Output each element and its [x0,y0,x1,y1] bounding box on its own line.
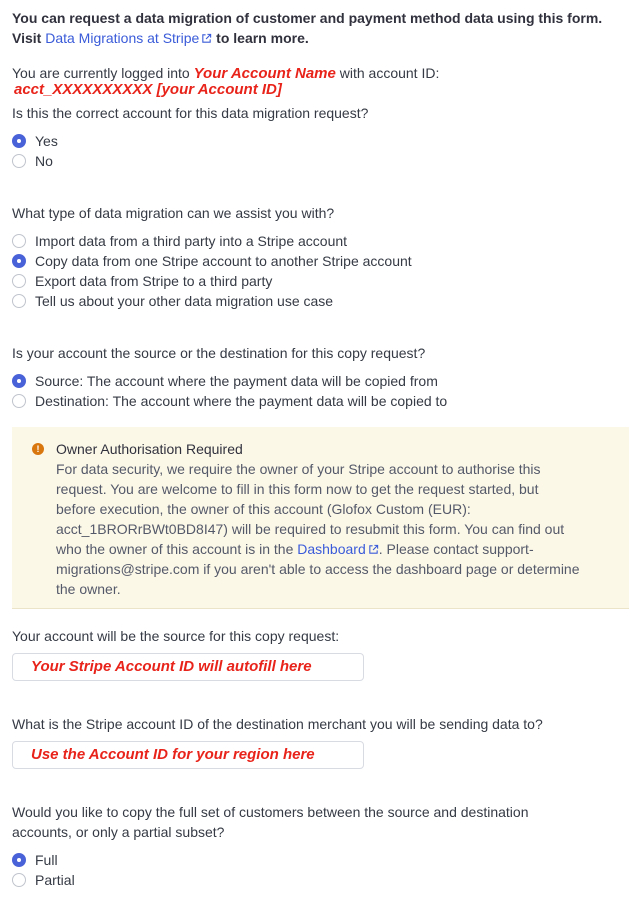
account-id-annotation: acct_XXXXXXXXXX [your Account ID] [14,81,282,98]
dashboard-link[interactable]: Dashboard [297,541,366,557]
radio-export[interactable]: Export data from Stripe to a third party [12,271,272,291]
destination-account-annotation: Use the Account ID for your region here [31,746,315,763]
radio-unselected-icon[interactable] [12,154,26,168]
radio-unselected-icon[interactable] [12,294,26,308]
callout-body: For data security, we require the owner of your Stripe account to authorise this request. You are welcome to fill in this form now to get the request started, but before execution, the owner of this account (Glofox Custom (EUR): acct_1BRORrBWt0BD8I47) will be required to resubmit this form. You can find out who the owner of this account is in the Dashboard . Please contact support- migrations@stripe.com if you aren't able to access the dashboard page or determine the owner. [56,461,580,597]
radio-unselected-icon[interactable] [12,873,26,887]
external-link-icon [368,544,379,555]
radio-full[interactable]: Full [12,850,58,870]
radio-selected-icon[interactable] [12,853,26,867]
radio-destination[interactable]: Destination: The account where the payment data will be copied to [12,391,447,411]
radio-unselected-icon[interactable] [12,394,26,408]
destination-account-input[interactable] [12,741,364,769]
role-question: Is your account the source or the destination for this copy request? [12,345,426,361]
subset-question-line-1: Would you like to copy the full set of customers between the source and destination [12,804,529,820]
radio-selected-icon[interactable] [12,374,26,388]
source-label: Your account will be the source for this copy request: [12,628,340,644]
radio-import[interactable]: Import data from a third party into a Stripe account [12,231,347,251]
callout-title: Owner Authorisation Required [56,441,243,457]
logged-in-text: You are currently logged into Your Account Name with account ID: [12,65,440,82]
radio-selected-icon[interactable] [12,254,26,268]
radio-unselected-icon[interactable] [12,274,26,288]
radio-source[interactable]: Source: The account where the payment data will be copied from [12,371,438,391]
radio-unselected-icon[interactable] [12,234,26,248]
intro-line-1: You can request a data migration of customer and payment method data using this form. [12,10,603,26]
source-account-input[interactable] [12,653,364,681]
radio-copy[interactable]: Copy data from one Stripe account to another Stripe account [12,251,412,271]
radio-selected-icon[interactable] [12,134,26,148]
data-migrations-link[interactable]: Data Migrations at Stripe [45,30,200,46]
external-link-icon [201,33,212,44]
account-name-annotation: Your Account Name [193,65,336,82]
radio-other[interactable]: Tell us about your other data migration use case [12,291,333,311]
owner-authorisation-callout [12,427,629,609]
intro-tail: to learn more. [216,30,309,46]
intro-visit: Visit [12,30,42,46]
migration-type-question: What type of data migration can we assist you with? [12,205,335,221]
radio-no[interactable]: No [12,151,53,171]
warning-icon: ! [32,443,44,455]
destination-label: What is the Stripe account ID of the destination merchant you will be sending data to? [12,716,543,732]
intro-text [12,8,602,48]
source-account-annotation: Your Stripe Account ID will autofill here [31,658,312,675]
correct-account-question: Is this the correct account for this data migration request? [12,105,369,121]
radio-yes[interactable]: Yes [12,131,58,151]
radio-partial[interactable]: Partial [12,870,75,890]
subset-question-line-2: accounts, or only a partial subset? [12,824,225,840]
